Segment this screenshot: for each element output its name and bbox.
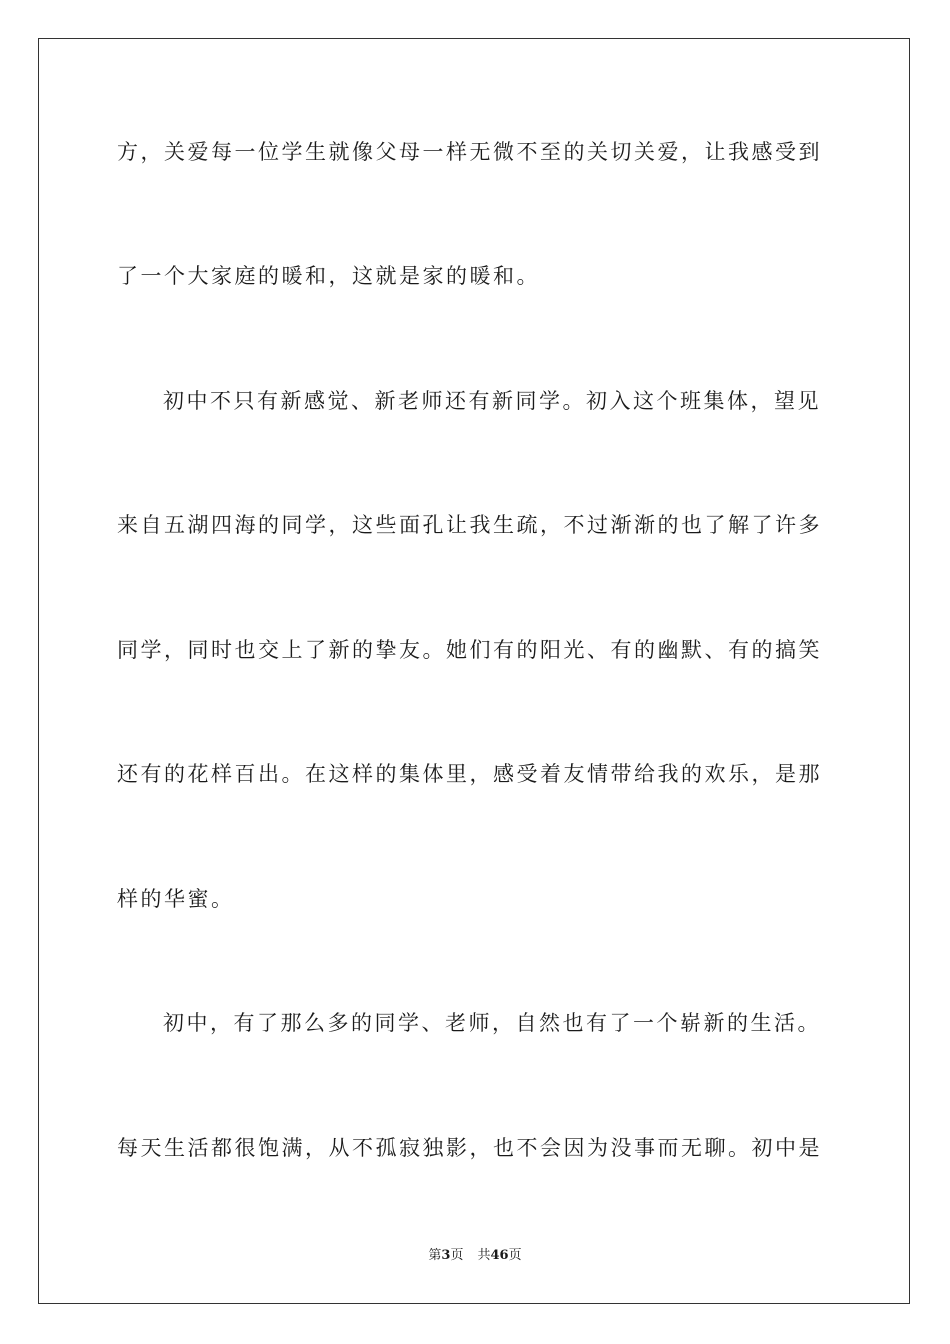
page-suffix: 页: [450, 1248, 464, 1263]
page-number: 3: [441, 1248, 451, 1263]
paragraph-line-6: 还有的花样百出。在这样的集体里，感受着友情带给我的欢乐，是那: [117, 762, 822, 786]
total-pages: 46: [490, 1248, 509, 1263]
paragraph-line-3: 初中不只有新感觉、新老师还有新同学。初入这个班集体，望见: [163, 389, 821, 413]
paragraph-line-5: 同学，同时也交上了新的挚友。她们有的阳光、有的幽默、有的搞笑: [117, 638, 822, 662]
page-footer: [0, 1247, 950, 1265]
paragraph-line-1: 方，关爱每一位学生就像父母一样无微不至的关切关爱，让我感受到: [117, 140, 822, 164]
page-border: [38, 38, 910, 1304]
paragraph-line-2: 了一个大家庭的暖和，这就是家的暖和。: [117, 264, 540, 288]
paragraph-line-8: 初中，有了那么多的同学、老师，自然也有了一个崭新的生活。: [163, 1011, 821, 1035]
paragraph-line-7: 样的华蜜。: [117, 887, 235, 911]
total-suffix: 页: [508, 1248, 522, 1263]
page-prefix: 第: [428, 1248, 442, 1263]
paragraph-line-9: 每天生活都很饱满，从不孤寂独影，也不会因为没事而无聊。初中是: [117, 1136, 822, 1160]
total-prefix: 共: [477, 1248, 491, 1263]
paragraph-line-4: 来自五湖四海的同学，这些面孔让我生疏，不过渐渐的也了解了许多: [117, 513, 822, 537]
